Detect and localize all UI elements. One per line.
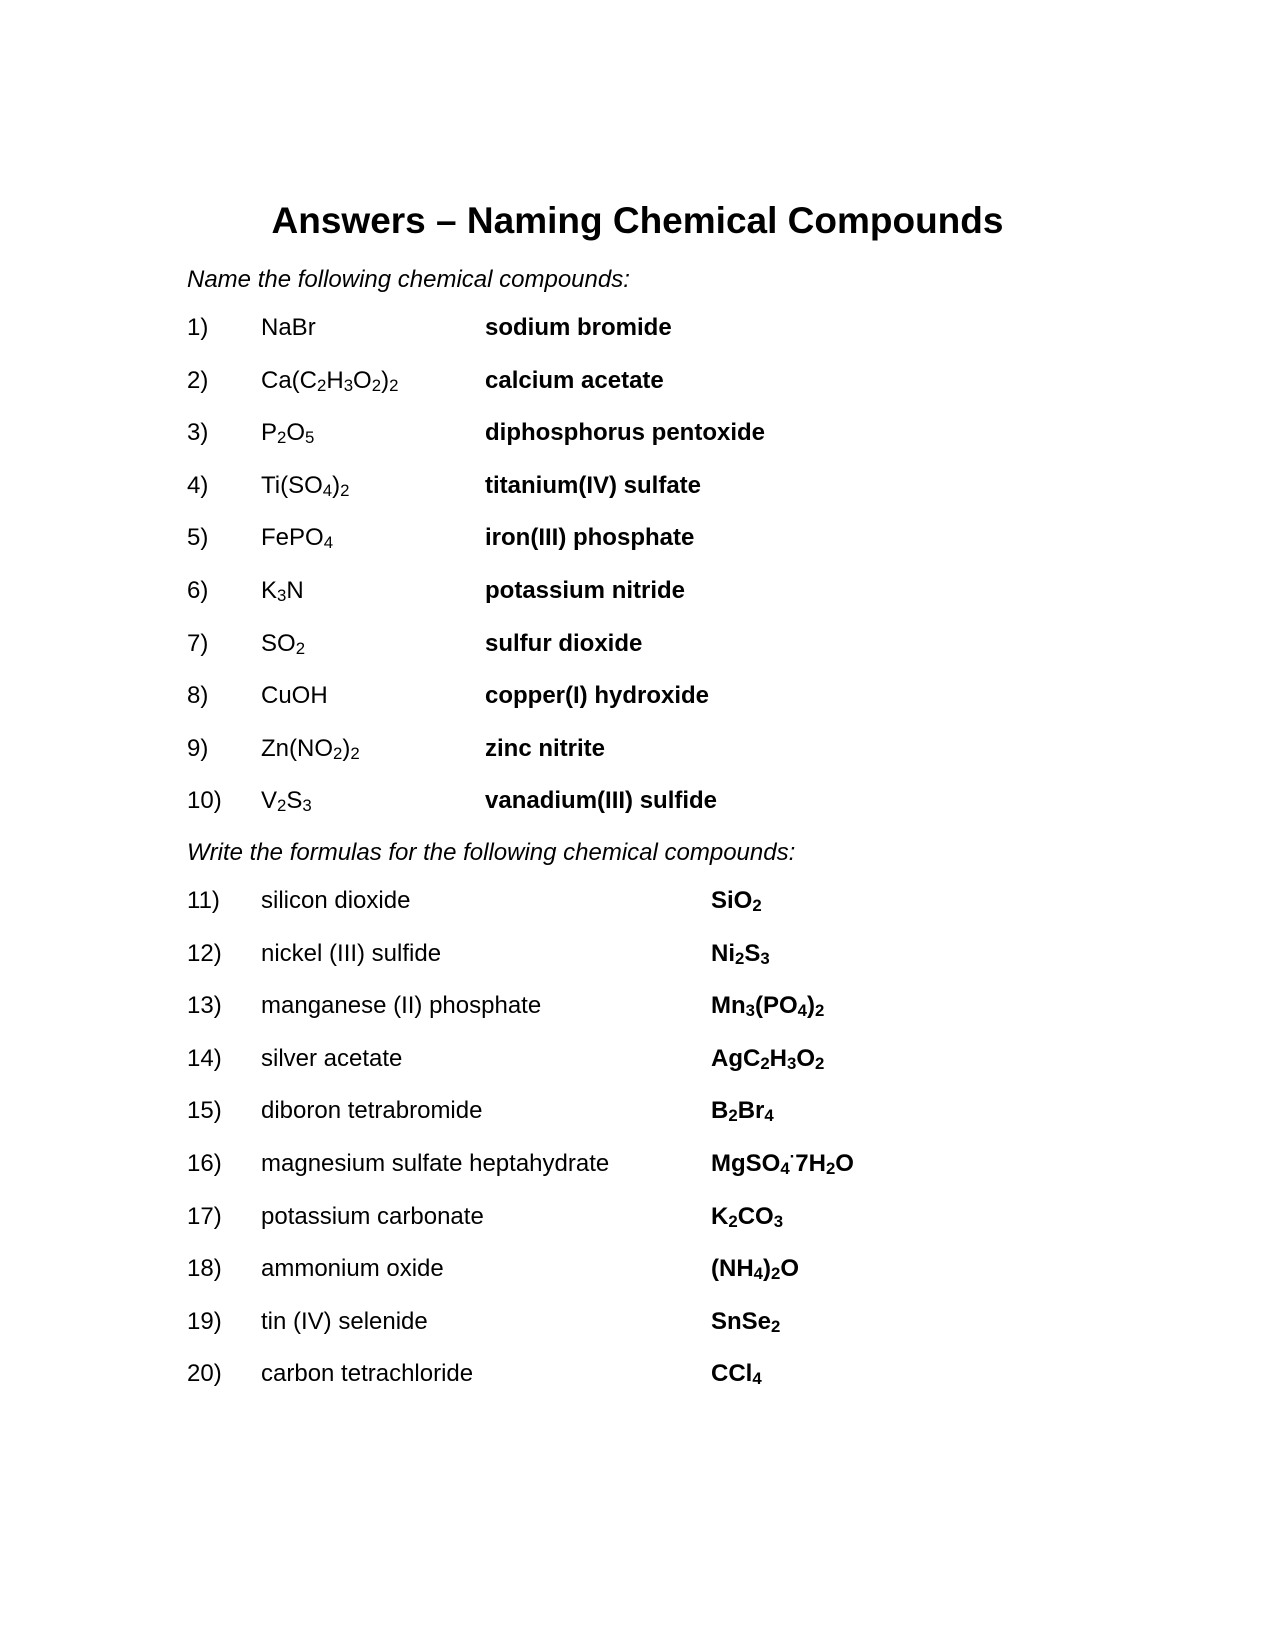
formula-part: ) xyxy=(807,992,816,1020)
list-item xyxy=(187,576,1137,629)
formula-subscript: 4 xyxy=(323,533,334,553)
compound-name-answer: iron(III) phosphate xyxy=(485,524,695,552)
compound-name: potassium carbonate xyxy=(261,1202,484,1230)
item-number: 17) xyxy=(187,1202,222,1230)
compound-name: tin (IV) selenide xyxy=(261,1307,428,1335)
compound-name-answer: copper(I) hydroxide xyxy=(485,682,710,710)
item-number: 11) xyxy=(187,887,220,914)
item-number: 7) xyxy=(187,629,209,657)
formula-subscript: 4 xyxy=(322,480,333,500)
page-title: Answers – Naming Chemical Compounds xyxy=(271,200,1004,241)
formula-subscript: 2 xyxy=(815,1001,825,1021)
list-item xyxy=(187,1146,1137,1202)
compound-name: ammonium oxide xyxy=(261,1255,444,1283)
compound-name-answer: diphosphorus pentoxide xyxy=(485,419,765,447)
formula-part: K xyxy=(261,576,278,604)
formula-subscript: 4 xyxy=(752,1369,762,1389)
formula-subscript: 3 xyxy=(302,796,312,816)
formula-part: O xyxy=(796,1044,816,1072)
formula-subscript: 2 xyxy=(295,638,306,658)
item-number: 19) xyxy=(187,1307,222,1335)
formula-part: S xyxy=(744,939,761,967)
formula-part: O xyxy=(835,1149,854,1177)
chemical-formula xyxy=(261,313,316,343)
formula-subscript: 3 xyxy=(343,375,354,395)
formula-subscript: 2 xyxy=(815,1053,825,1073)
list-item xyxy=(187,1359,1137,1412)
list-item xyxy=(187,366,1137,419)
formula-part: AgC xyxy=(711,1044,761,1072)
formula-part: Ca(C xyxy=(261,366,318,394)
compound-name-answer: sodium bromide xyxy=(485,314,672,341)
formula-part: ) xyxy=(381,366,390,394)
formula-subscript: 4 xyxy=(797,1001,808,1021)
compound-name: manganese (II) phosphate xyxy=(261,992,542,1020)
chemical-formula xyxy=(261,629,305,659)
formula-subscript: 3 xyxy=(760,948,770,968)
list-item xyxy=(187,734,1137,787)
formula-answer xyxy=(711,1307,780,1337)
list-item xyxy=(187,681,1137,734)
formula-part: V xyxy=(261,787,278,815)
formula-subscript: 2 xyxy=(350,743,360,763)
formula-part: SO xyxy=(261,629,296,657)
compound-name: carbon tetrachloride xyxy=(261,1360,474,1388)
compound-name: silicon dioxide xyxy=(261,887,411,914)
compound-name-answer: titanium(IV) sulfate xyxy=(485,471,702,499)
formula-part: 7H xyxy=(795,1149,826,1177)
list-item xyxy=(187,1044,1137,1097)
formula-subscript: 2 xyxy=(317,375,327,395)
item-number: 18) xyxy=(187,1255,222,1283)
item-number: 8) xyxy=(187,682,209,710)
compound-name: magnesium sulfate heptahydrate xyxy=(261,1149,610,1177)
formula-part: ) xyxy=(332,471,341,499)
formula-part: SnSe xyxy=(711,1307,772,1335)
item-number: 13) xyxy=(187,992,222,1020)
formula-part: O xyxy=(780,1255,800,1283)
item-number: 14) xyxy=(187,1044,222,1072)
formula-part: S xyxy=(286,787,303,815)
formula-subscript: 2 xyxy=(771,1264,781,1284)
formula-part: Br xyxy=(737,1097,765,1125)
item-number: 16) xyxy=(187,1149,222,1177)
formula-part: CO xyxy=(737,1202,774,1230)
formula-subscript: 4 xyxy=(780,1158,790,1178)
list-item xyxy=(187,1254,1137,1307)
formula-subscript: 2 xyxy=(333,743,343,763)
formula-answer xyxy=(711,939,770,969)
formula-part: ) xyxy=(763,1255,771,1283)
formula-answer xyxy=(711,1044,824,1074)
formula-part: (PO xyxy=(755,992,798,1020)
item-number: 10) xyxy=(187,787,222,815)
chemical-formula xyxy=(261,418,314,448)
formula-subscript: 3 xyxy=(787,1053,797,1073)
formula-part: ) xyxy=(342,734,351,762)
formula-part: O xyxy=(353,366,372,394)
formula-subscript: 3 xyxy=(745,1001,755,1021)
formula-subscript: 2 xyxy=(340,480,350,500)
formula-part: P xyxy=(261,419,278,447)
list-item xyxy=(187,523,1137,576)
chemical-formula xyxy=(261,786,312,816)
formula-subscript: 2 xyxy=(728,1211,738,1231)
section1-instruction: Name the following chemical compounds: xyxy=(187,266,630,293)
formula-part: K xyxy=(711,1202,729,1230)
formula-part: NaBr xyxy=(261,314,316,341)
item-number: 1) xyxy=(187,314,209,341)
formula-subscript: 2 xyxy=(277,796,287,816)
formula-subscript: 2 xyxy=(735,948,745,968)
formula-subscript: 2 xyxy=(371,375,382,395)
formula-answer-list xyxy=(187,886,1137,1412)
formula-subscript: 2 xyxy=(825,1158,836,1178)
formula-part: Zn(NO xyxy=(261,734,333,762)
item-number: 6) xyxy=(187,576,209,604)
list-item xyxy=(187,471,1137,524)
formula-answer xyxy=(711,991,824,1021)
compound-name: nickel (III) sulfide xyxy=(261,939,442,967)
list-item xyxy=(187,313,1137,366)
list-item xyxy=(187,991,1137,1044)
chemical-formula xyxy=(261,523,333,553)
chemical-formula xyxy=(261,471,349,501)
compound-name: silver acetate xyxy=(261,1044,403,1072)
naming-answer-list xyxy=(187,313,1137,839)
formula-answer xyxy=(711,1146,854,1179)
list-item xyxy=(187,1202,1137,1255)
formula-subscript: 4 xyxy=(753,1264,763,1284)
formula-part: CCl xyxy=(711,1360,753,1388)
item-number: 5) xyxy=(187,524,209,552)
compound-name: diboron tetrabromide xyxy=(261,1097,483,1125)
list-item xyxy=(187,786,1137,839)
formula-subscript: 3 xyxy=(773,1211,784,1231)
compound-name-answer: vanadium(III) sulfide xyxy=(485,787,718,815)
formula-part: (NH xyxy=(711,1255,754,1283)
chemical-formula xyxy=(261,366,398,396)
formula-subscript: 3 xyxy=(277,585,287,605)
formula-answer xyxy=(711,886,762,916)
item-number: 15) xyxy=(187,1097,222,1125)
list-item xyxy=(187,418,1137,471)
formula-subscript: 4 xyxy=(764,1106,774,1126)
formula-subscript: 2 xyxy=(752,896,762,916)
formula-answer xyxy=(711,1254,799,1284)
formula-part: FePO xyxy=(261,524,324,552)
formula-subscript: 2 xyxy=(277,428,287,448)
formula-subscript: 2 xyxy=(389,375,399,395)
formula-subscript: 2 xyxy=(728,1106,738,1126)
list-item xyxy=(187,1096,1137,1149)
formula-part: MgSO xyxy=(711,1149,781,1177)
formula-subscript: 2 xyxy=(760,1053,770,1073)
formula-part: H xyxy=(769,1044,788,1072)
formula-subscript: 2 xyxy=(771,1316,781,1336)
formula-part: Ti(SO xyxy=(261,471,323,499)
compound-name-answer: zinc nitrite xyxy=(485,734,606,762)
list-item xyxy=(187,939,1137,992)
list-item xyxy=(187,629,1137,682)
chemical-formula xyxy=(261,681,328,711)
compound-name-answer: potassium nitride xyxy=(485,576,686,604)
section2-instruction: Write the formulas for the following chemical compounds: xyxy=(187,839,796,866)
chemical-formula xyxy=(261,576,304,606)
formula-answer xyxy=(711,1202,783,1232)
formula-subscript: 5 xyxy=(305,428,315,448)
formula-part: Ni xyxy=(711,939,735,967)
formula-part: CuOH xyxy=(261,682,328,710)
formula-part: Mn xyxy=(711,992,746,1020)
item-number: 20) xyxy=(187,1360,222,1388)
list-item xyxy=(187,886,1137,939)
item-number: 2) xyxy=(187,366,209,394)
formula-answer xyxy=(711,1359,762,1389)
formula-answer xyxy=(711,1096,774,1126)
formula-part: H xyxy=(326,366,344,394)
list-item xyxy=(187,1307,1137,1360)
formula-part: B xyxy=(711,1097,729,1125)
formula-dot: · xyxy=(789,1146,796,1166)
formula-part: N xyxy=(286,576,304,604)
item-number: 4) xyxy=(187,471,209,499)
item-number: 3) xyxy=(187,419,209,447)
item-number: 9) xyxy=(187,734,209,762)
item-number: 12) xyxy=(187,939,222,967)
compound-name-answer: calcium acetate xyxy=(485,366,664,394)
compound-name-answer: sulfur dioxide xyxy=(485,629,643,657)
formula-part: O xyxy=(286,419,306,447)
chemical-formula xyxy=(261,734,360,764)
formula-part: SiO xyxy=(711,887,753,914)
